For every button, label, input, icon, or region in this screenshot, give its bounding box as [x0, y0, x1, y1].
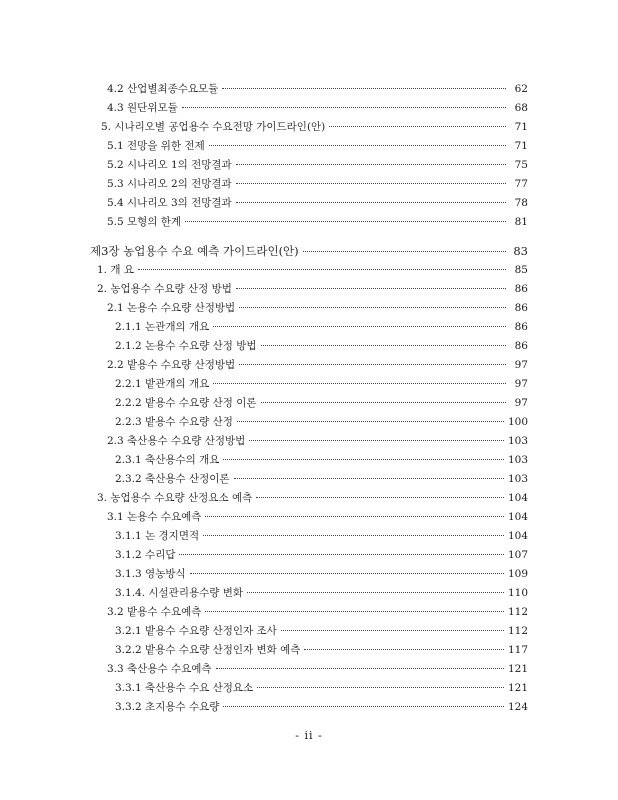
toc-entry[interactable] [115, 624, 528, 638]
toc-entry-title: 3.1.3 영농방식 [115, 568, 186, 580]
toc-dot-leader [239, 364, 506, 365]
toc-dot-leader [281, 630, 504, 631]
toc-entry-title: 2. 농업용수 수요량 산정 방법 [97, 283, 232, 295]
toc-entry-page-number: 117 [507, 644, 528, 656]
toc-entry-page-number: 77 [514, 178, 528, 190]
toc-dot-leader [236, 183, 506, 184]
toc-entry-page-number: 71 [514, 121, 528, 133]
toc-entry[interactable] [115, 586, 528, 600]
toc-entry[interactable] [107, 82, 528, 96]
toc-entry-title: 2.2.2 밭용수 수요량 산정 이론 [115, 397, 257, 409]
toc-entry-page-number: 81 [514, 216, 528, 228]
toc-entry-page-number: 86 [514, 302, 528, 314]
toc-entry[interactable] [115, 453, 528, 467]
toc-entry-page-number: 97 [514, 359, 528, 371]
toc-entry-title: 5. 시나리오별 공업용수 수요전망 가이드라인(안) [101, 121, 326, 133]
toc-entry-page-number: 97 [514, 378, 528, 390]
page-footer-number: - ii - [295, 729, 323, 742]
toc-entry[interactable] [107, 662, 528, 676]
toc-entry-page-number: 78 [514, 197, 528, 209]
toc-entry[interactable] [107, 215, 528, 229]
toc-dot-leader [303, 251, 506, 252]
toc-entry-page-number: 121 [507, 663, 528, 675]
toc-entry-page-number: 109 [507, 568, 528, 580]
toc-entry-title: 2.1.1 논관개의 개요 [115, 321, 210, 333]
toc-entry-page-number: 112 [507, 606, 528, 618]
toc-entry-title: 3.1.2 수리답 [115, 549, 176, 561]
toc-entry-page-number: 83 [513, 244, 528, 258]
toc-entry[interactable] [107, 196, 528, 210]
toc-dot-leader [223, 459, 504, 460]
toc-dot-leader [213, 326, 506, 327]
toc-entry-page-number: 86 [514, 283, 528, 295]
toc-dot-leader [213, 383, 506, 384]
toc-entry[interactable] [115, 415, 528, 429]
toc-entry[interactable] [107, 301, 528, 315]
toc-entry[interactable] [107, 158, 528, 172]
toc-entry[interactable] [115, 643, 528, 657]
toc-entry-page-number: 104 [507, 511, 528, 523]
toc-entry-page-number: 112 [507, 625, 528, 637]
toc-dot-leader [304, 649, 504, 650]
toc-entry[interactable] [115, 548, 528, 562]
toc-entry[interactable] [115, 567, 528, 581]
toc-entry[interactable] [115, 396, 528, 410]
toc-entry-page-number: 62 [514, 83, 528, 95]
toc-entry-title: 2.1.2 논용수 수요량 산정 방법 [115, 340, 257, 352]
toc-entry-page-number: 75 [514, 159, 528, 171]
toc-entry-page-number: 85 [514, 264, 528, 276]
toc-dot-leader [190, 573, 504, 574]
toc-dot-leader [239, 307, 506, 308]
toc-entry-page-number: 86 [514, 340, 528, 352]
toc-entry-page-number: 124 [507, 701, 528, 713]
toc-entry[interactable] [115, 700, 528, 714]
toc-entry[interactable] [107, 434, 528, 448]
toc-entry-title: 2.2.1 밭관개의 개요 [115, 378, 210, 390]
toc-entry-title: 3.3.2 초지용수 수요량 [115, 701, 220, 713]
toc-entry-title: 3.2 밭용수 수요예측 [107, 606, 202, 618]
toc-dot-leader [236, 202, 506, 203]
toc-entry-page-number: 100 [507, 416, 528, 428]
toc-dot-leader [205, 611, 504, 612]
toc-entry-title: 3.3.1 축산용수 수요 산정요소 [115, 682, 254, 694]
toc-dot-leader [261, 402, 507, 403]
toc-entry-title: 2.1 논용수 수요량 산정방법 [107, 302, 236, 314]
toc-entry-title: 4.2 산업별최종수요모듈 [107, 83, 219, 95]
toc-entry-page-number: 103 [507, 473, 528, 485]
toc-entry-page-number: 107 [507, 549, 528, 561]
toc-dot-leader [249, 440, 504, 441]
toc-dot-leader [205, 516, 504, 517]
toc-dot-leader [247, 592, 504, 593]
toc-entry-title: 5.5 모형의 한계 [107, 216, 182, 228]
toc-entry-title: 1. 개 요 [97, 264, 134, 276]
toc-entry-title: 제3장 농업용수 수요 예측 가이드라인(안) [90, 244, 299, 258]
toc-dot-leader [257, 687, 504, 688]
toc-entry-title: 3.3 축산용수 수요예측 [107, 663, 212, 675]
toc-entry-title: 3.1 논용수 수요예측 [107, 511, 202, 523]
toc-entry[interactable] [107, 358, 528, 372]
toc-entry-title: 3.1.1 논 경지면적 [115, 530, 200, 542]
toc-entry-title: 2.2.3 밭용수 수요량 산정 [115, 416, 233, 428]
toc-entry-page-number: 104 [507, 492, 528, 504]
toc-entry-title: 5.1 전망을 위한 전제 [107, 140, 205, 152]
toc-entry-title: 4.3 원단위모듈 [107, 102, 178, 114]
toc-entry-page-number: 71 [514, 140, 528, 152]
toc-entry-title: 3.1.4. 시설관리용수량 변화 [115, 587, 244, 599]
toc-dot-leader [329, 126, 506, 127]
toc-entry-page-number: 104 [507, 530, 528, 542]
toc-dot-leader [209, 145, 506, 146]
toc-dot-leader [223, 706, 504, 707]
toc-dot-leader [234, 478, 504, 479]
toc-entry-page-number: 68 [514, 102, 528, 114]
toc-entry-page-number: 121 [507, 682, 528, 694]
toc-entry[interactable] [97, 282, 528, 296]
toc-entry-title: 2.2 밭용수 수요량 산정방법 [107, 359, 236, 371]
toc-entry-title: 2.3.1 축산용수의 개요 [115, 454, 220, 466]
toc-entry-page-number: 97 [514, 397, 528, 409]
toc-dot-leader [185, 221, 506, 222]
toc-entry[interactable] [107, 510, 528, 524]
toc-entry[interactable] [115, 472, 528, 486]
toc-entry-title: 2.3.2 축산용수 산정이론 [115, 473, 230, 485]
toc-dot-leader [216, 668, 504, 669]
toc-dot-leader [179, 554, 503, 555]
toc-entry[interactable] [115, 377, 528, 391]
toc-entry-page-number: 103 [507, 435, 528, 447]
toc-entry[interactable] [115, 320, 528, 334]
toc-entry[interactable] [115, 339, 528, 353]
toc-dot-leader [236, 288, 506, 289]
toc-entry[interactable] [115, 529, 528, 543]
toc-entry[interactable] [107, 101, 528, 115]
toc-dot-leader [261, 345, 507, 346]
toc-entry[interactable] [115, 681, 528, 695]
toc-dot-leader [256, 497, 504, 498]
toc-entry[interactable] [97, 263, 528, 277]
toc-dot-leader [237, 421, 504, 422]
toc-entry[interactable] [101, 120, 528, 134]
toc-entry-title: 5.3 시나리오 2의 전망결과 [107, 178, 232, 190]
toc-entry[interactable] [90, 244, 528, 258]
toc-entry-title: 3.2.1 밭용수 수요량 산정인자 조사 [115, 625, 277, 637]
toc-dot-leader [222, 88, 506, 89]
toc-entry-page-number: 103 [507, 454, 528, 466]
toc-entry-title: 2.3 축산용수 수요량 산정방법 [107, 435, 246, 447]
toc-dot-leader [182, 107, 506, 108]
toc-entry-title: 5.4 시나리오 3의 전망결과 [107, 197, 232, 209]
toc-dot-leader [236, 164, 506, 165]
toc-entry[interactable] [97, 491, 528, 505]
toc-dot-leader [203, 535, 504, 536]
toc-entry-title: 3. 농업용수 수요량 산정요소 예측 [97, 492, 253, 504]
toc-entry[interactable] [107, 177, 528, 191]
toc-entry-title: 5.2 시나리오 1의 전망결과 [107, 159, 232, 171]
toc-entry-page-number: 110 [507, 587, 528, 599]
toc-entry[interactable] [107, 605, 528, 619]
toc-dot-leader [138, 269, 506, 270]
toc-entry-page-number: 86 [514, 321, 528, 333]
toc-entry[interactable] [107, 139, 528, 153]
toc-entry-title: 3.2.2 밭용수 수요량 산정인자 변화 예측 [115, 644, 301, 656]
